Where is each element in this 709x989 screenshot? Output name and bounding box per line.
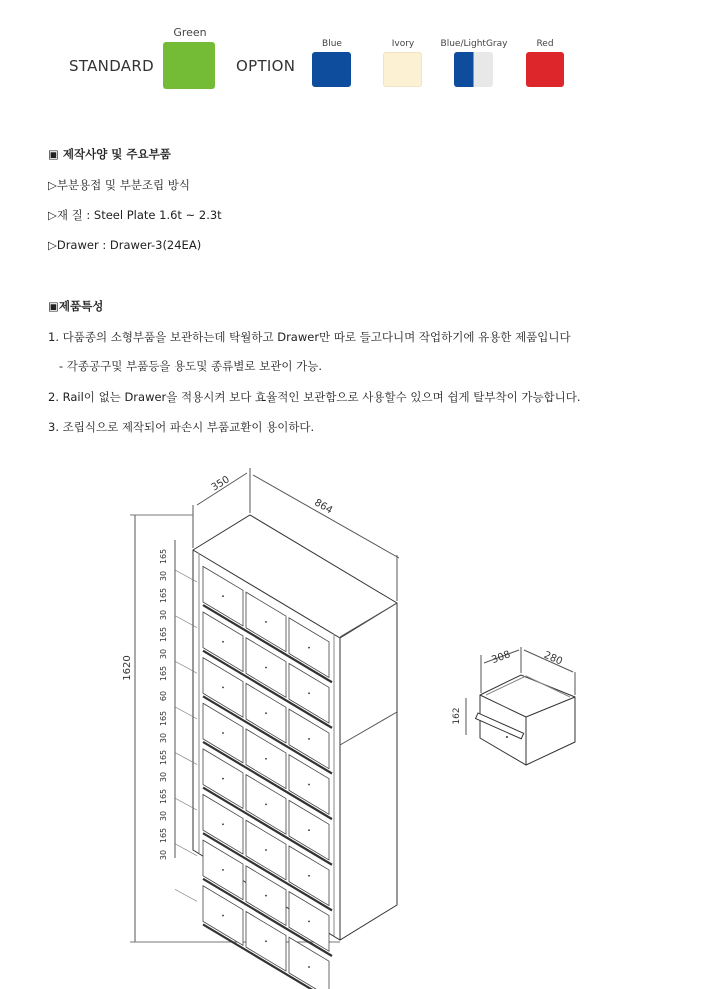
row-dimension-label: 165 — [159, 788, 168, 805]
drawer-height-label: 162 — [452, 707, 462, 725]
row-dimension-label: 30 — [159, 609, 168, 621]
feature-line-2: 2. Rail이 없는 Drawer을 적용시켜 보다 효율적인 보관함으로 사용할수 있으며 쉽게 탈부착이 가능합니다. — [48, 390, 581, 404]
red-swatch — [526, 52, 564, 87]
spec-line-method: ▷부분용접 및 부분조립 방식 — [48, 178, 191, 192]
green-swatch — [163, 42, 215, 89]
row-dimension-label: 165 — [159, 749, 168, 766]
feature-line-3: 3. 조립식으로 제작되어 파손시 부품교환이 용이하다. — [48, 420, 315, 434]
drawer-dot — [308, 692, 310, 694]
drawer-width-label: 308 — [490, 649, 512, 667]
blue-swatch — [312, 52, 351, 87]
cabinet-drawing — [0, 455, 709, 989]
feature-line-1: 1. 다품종의 소형부품을 보관하는데 탁월하고 Drawer만 따로 들고다니며 작업하기에 유용한 제품입니다 — [48, 330, 571, 344]
drawer-dot — [222, 823, 224, 825]
drawer-dot — [222, 915, 224, 917]
drawer-dot — [308, 921, 310, 923]
ivory-swatch — [383, 52, 422, 87]
drawer-dot — [265, 940, 267, 942]
dim-depth-label: 350 — [209, 474, 232, 494]
drawer-dot — [222, 641, 224, 643]
row-dimension-label: 165 — [159, 587, 168, 604]
features-heading: ▣제품특성 — [48, 299, 104, 313]
drawer-dot — [308, 784, 310, 786]
drawer-dot — [265, 895, 267, 897]
row-dimension-label: 30 — [159, 648, 168, 660]
drawer-dot — [222, 778, 224, 780]
row-dimension-label: 165 — [159, 827, 168, 844]
drawer-dot — [308, 738, 310, 740]
drawer-dot — [265, 621, 267, 623]
row-dimension-label: 165 — [159, 665, 168, 682]
row-dimension-label: 165 — [159, 710, 168, 727]
spec-line-material: ▷재 질 : Steel Plate 1.6t ~ 2.3t — [48, 208, 222, 222]
drawer-dot — [222, 595, 224, 597]
standard-color-name: Green — [173, 26, 207, 39]
drawer-depth-label: 280 — [542, 649, 564, 668]
drawer-dot — [265, 712, 267, 714]
drawer-dot — [308, 875, 310, 877]
row-dimension-label: 30 — [159, 810, 168, 822]
feature-line-1-sub: - 각종공구및 부품등을 용도및 종류별로 보관이 가능. — [48, 359, 322, 373]
drawer-dot — [308, 829, 310, 831]
row-dimension-label: 30 — [159, 771, 168, 783]
drawer-dot — [308, 647, 310, 649]
blue-lightgray-color-name: Blue/LightGray — [440, 39, 508, 49]
drawer-dot — [222, 732, 224, 734]
row-dimension-label: 60 — [159, 690, 168, 702]
option-label: OPTION — [236, 57, 296, 75]
blue-lightgray-swatch — [454, 52, 493, 87]
ivory-color-name: Ivory — [391, 39, 415, 49]
row-dimension-labels — [159, 549, 168, 860]
row-dimension-label: 165 — [159, 548, 168, 565]
row-dimension-label: 30 — [159, 849, 168, 861]
drawer-dot — [265, 804, 267, 806]
dim-height-label: 1620 — [122, 655, 133, 681]
dim-width-label: 864 — [312, 497, 335, 517]
row-dimension-label: 165 — [159, 626, 168, 643]
drawer-dot — [308, 966, 310, 968]
drawer-dot — [222, 869, 224, 871]
red-color-name: Red — [536, 39, 554, 49]
drawer-dot — [265, 849, 267, 851]
drawer-dot — [222, 687, 224, 689]
drawer-dot — [265, 758, 267, 760]
row-dimension-label: 30 — [159, 570, 168, 582]
spec-line-drawer: ▷Drawer : Drawer-3(24EA) — [48, 238, 202, 252]
blue-color-name: Blue — [322, 39, 342, 49]
standard-label: STANDARD — [69, 57, 154, 75]
spec-heading: ▣ 제작사양 및 주요부품 — [48, 147, 171, 161]
drawer-dot — [265, 667, 267, 669]
row-dimension-label: 30 — [159, 732, 168, 744]
